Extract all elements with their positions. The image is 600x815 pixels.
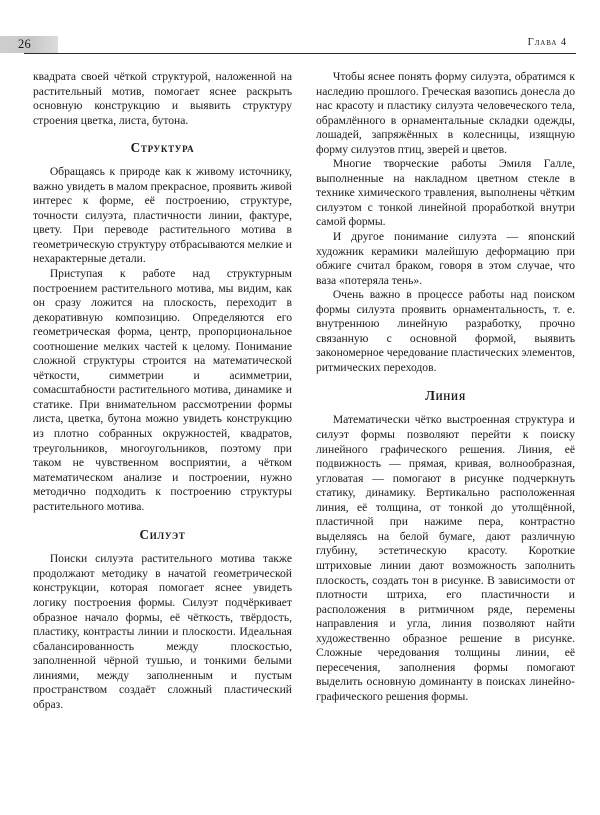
running-head bbox=[0, 36, 600, 60]
right-column bbox=[316, 70, 575, 775]
paragraph: Приступая к работе над структурным построением растительного мотива, мы видим, как он сразу ложится на плоскость, переходит в декоративную композицию. Определяются его геометрическая форма, центр, пропорциональное соотношение мелких частей к целому. Понимание сложной структуры строится на математической чёткости, симметрии и асимметрии, сомасштабности растительного мотива, динамике и статике. При внимательном рассмотрении формы листа, цветка, бутона можно увидеть конструкцию из плотно собранных окружностей, квадратов, треугольников, многоугольников, поэтому при таком не чувственном восприятии, а чётком математическом анализе и построении, нужно методично подходить к построению структуры растительного мотива. bbox=[33, 267, 292, 513]
left-column bbox=[33, 70, 292, 775]
paragraph: Очень важно в процессе работы над поиском формы силуэта проявить орнаментальность, т. е. внутреннюю линейную разработку, прочно связанную с основной формой, выявить закономерное чередование пластических элементов, ритмических переходов. bbox=[316, 288, 575, 374]
paragraph: квадрата своей чёткой структурой, наложенной на растительный мотив, помогает яснее раскрыть основную конструкцию и выявить структуру строения цветка, листа, бутона. bbox=[33, 70, 292, 127]
section-heading-struktura: Структура bbox=[130, 140, 195, 156]
paragraph: Обращаясь к природе как к живому источнику, важно увидеть в малом прекрасное, проявить живой интерес к форме, её построению, структуре, точности силуэта, пластичности линии, фактуре, цвету. При переводе растительного мотива в геометрическую структуру отбрасываются мелкие и нехарактерные детали. bbox=[33, 165, 292, 266]
body-columns bbox=[33, 70, 573, 775]
paragraph: Поиски силуэта растительного мотива также продолжают методику в начатой геометрической конструкции, которая помогает яснее увидеть логику построения формы. Силуэт подчёркивает образное начало формы, её чёткость, твёрдость, пластику, контрасты линии и плоскости. Идеальная сбалансированность между плоскостью, заполненной чёрной тушью, и тонкими белыми линиями, между заполненным и пустым пространством создаёт сложный пластический образ. bbox=[33, 552, 292, 711]
chapter-label: Глава 4 bbox=[527, 37, 567, 48]
paragraph: И другое понимание силуэта — японский художник керамики малейшую деформацию при обжиге считал браком, говоря в этом случае, что ваза «потеряла тень». bbox=[316, 230, 575, 287]
section-heading-liniya: Линия bbox=[425, 388, 466, 404]
paragraph: Чтобы яснее понять форму силуэта, обратимся к наследию прошлого. Греческая вазопись донесла до нас красоту и пластику силуэта человеческого тела, обрамлённого в орнаментальные складки одежды, лошадей, запряжённых в колесницы, изящную форму силуэтов птиц, зверей и цветов. bbox=[316, 70, 575, 156]
page-number: 26 bbox=[18, 37, 31, 51]
paragraph: Математически чётко выстроенная структура и силуэт формы позволяют перейти к поиску линейного графического решения. Линия, её подвижность — прямая, кривая, волнообразная, угловатая — помогают в рисунке подчеркнуть статику, динамику. Вертикально расположенная линия, её толщина, от тонкой до утолщённой, пластичной при нажиме пера, контрастно выделяясь на белой бумаге, дают различную глубину, эстетическую красоту. Короткие штриховые линии дают возможность заполнить плоскость, создать тон в рисунке. В зависимости от плотности штриха, его пластичности и расположения в ритмичном ряде, перемены направления и угла, линия позволяют найти художественно образное решение в рисунке. Сложные чередования толщины линии, её пересечения, заполнения формы помогают выделить основную доминанту в поисках линейно-графического решения формы. bbox=[316, 413, 575, 703]
header-rule bbox=[24, 53, 576, 54]
paragraph: Многие творческие работы Эмиля Галле, выполненные на накладном цветном стекле в технике химического травления, выполнены чётким силуэтом с тонкой линейной проработкой внутри самой формы. bbox=[316, 157, 575, 229]
section-heading-siluet: Силуэт bbox=[139, 527, 186, 543]
